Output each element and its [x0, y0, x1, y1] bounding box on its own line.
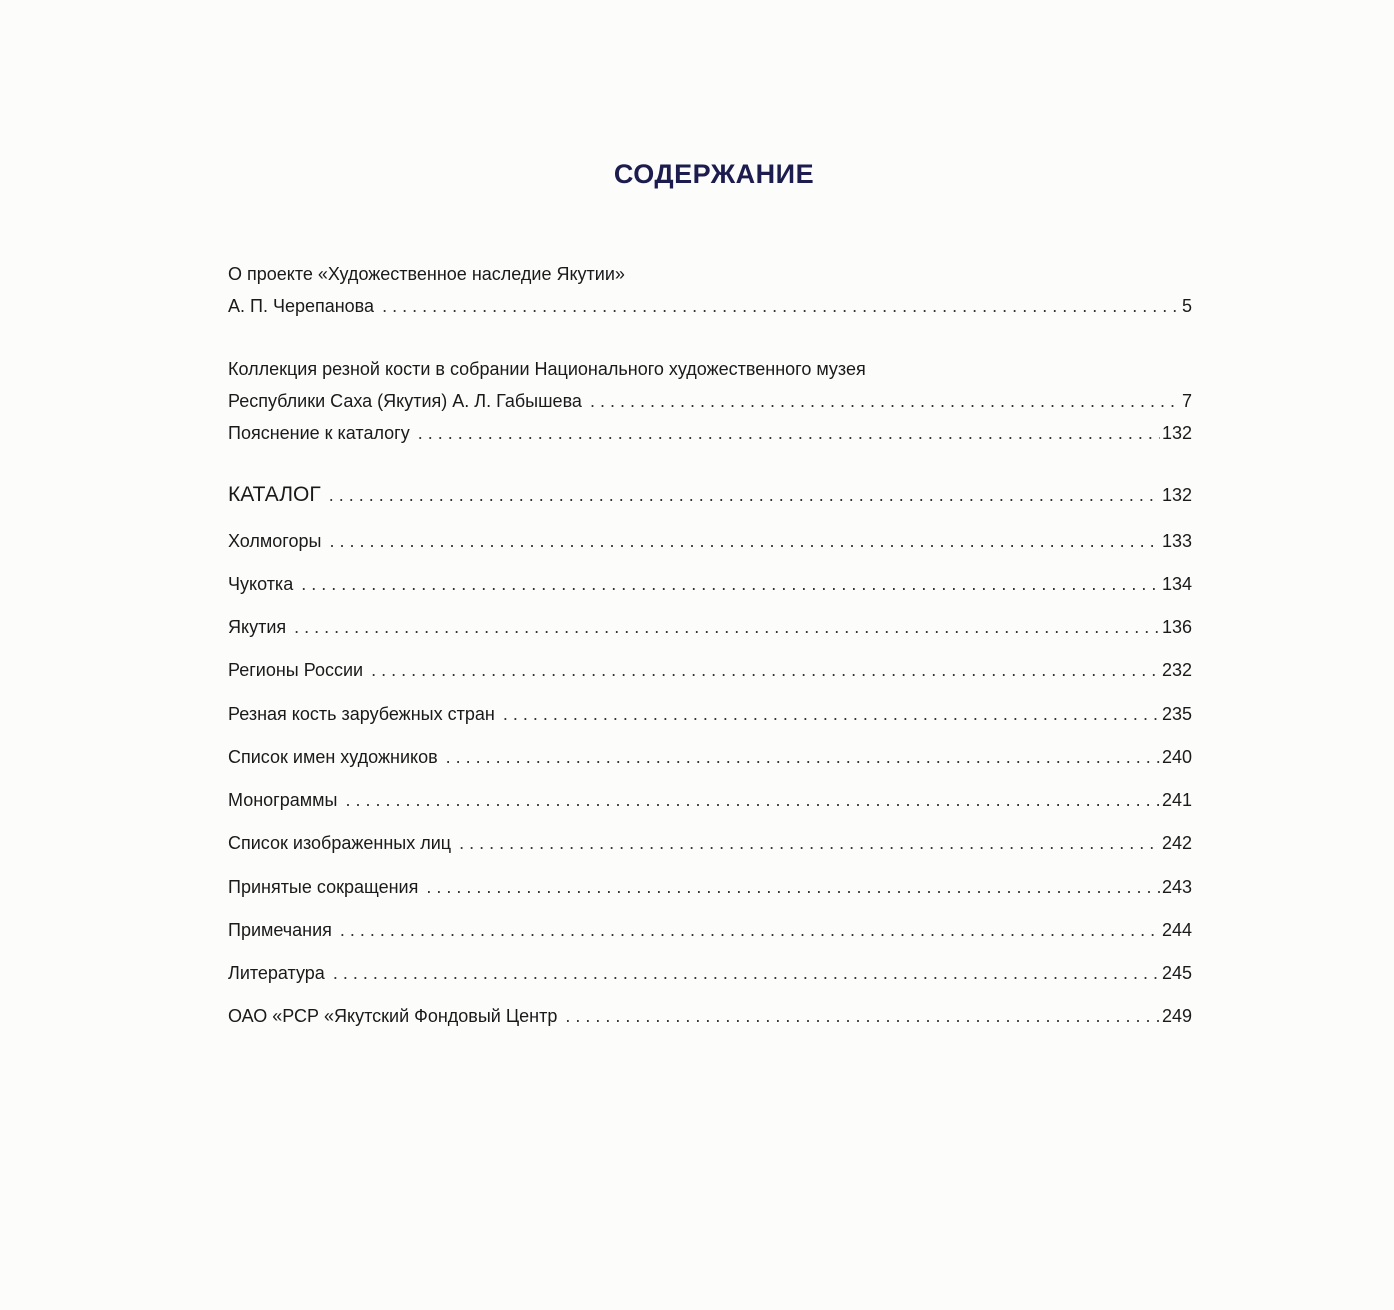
toc-entry-label: Республики Саха (Якутия) А. Л. Габышева — [228, 391, 582, 411]
toc-entry-label: Якутия — [228, 617, 287, 637]
toc-entry[interactable] — [228, 703, 1192, 725]
toc-page-number: 240 — [1161, 747, 1192, 767]
dot-leader — [503, 703, 1160, 725]
dot-leader — [371, 659, 1160, 681]
toc-page-number: 132 — [1161, 423, 1192, 443]
toc-entry[interactable] — [228, 746, 1192, 768]
toc-entry[interactable] — [228, 530, 1192, 552]
dot-leader — [329, 530, 1160, 552]
toc-entry[interactable] — [228, 1005, 1192, 1027]
toc-entry-label: Регионы России — [228, 660, 364, 680]
toc-explanation[interactable] — [228, 422, 1192, 444]
page-title: СОДЕРЖАНИЕ — [613, 159, 815, 189]
toc-catalog[interactable] — [228, 484, 1192, 506]
toc-entry[interactable] — [228, 919, 1192, 941]
toc-entry-label: Литература — [228, 963, 325, 983]
toc-entry[interactable] — [228, 659, 1192, 681]
toc-page-number: 7 — [1181, 391, 1192, 411]
toc-page-number: 241 — [1161, 790, 1192, 810]
toc-page-number: 5 — [1181, 296, 1192, 316]
toc-page-number: 136 — [1161, 617, 1192, 637]
toc-entry-label: Принятые сокращения — [228, 877, 419, 897]
dot-leader — [590, 390, 1180, 412]
toc-page-number: 235 — [1161, 704, 1192, 724]
toc-entry-label: Список имен художников — [228, 747, 438, 767]
toc-page-number: 244 — [1161, 920, 1192, 940]
toc-entry[interactable] — [228, 789, 1192, 811]
toc-entry-label: О проекте «Художественное наследие Якутии» — [228, 264, 625, 284]
dot-leader — [382, 295, 1180, 317]
toc-entry-label: ОАО «РСР «Якутский Фондовый Центр — [228, 1006, 558, 1026]
toc-entry[interactable] — [228, 573, 1192, 595]
dot-leader — [565, 1005, 1160, 1027]
toc-entry[interactable] — [228, 962, 1192, 984]
toc-page-number: 242 — [1161, 833, 1192, 853]
dot-leader — [333, 962, 1160, 984]
toc-page-number: 133 — [1161, 531, 1192, 551]
toc-entry[interactable] — [228, 832, 1192, 854]
dot-leader — [301, 573, 1160, 595]
toc-page-number: 132 — [1161, 485, 1192, 505]
dot-leader — [426, 876, 1160, 898]
toc-page-number: 245 — [1161, 963, 1192, 983]
dot-leader — [418, 422, 1160, 444]
toc-page-number: 134 — [1161, 574, 1192, 594]
dot-leader — [294, 616, 1160, 638]
toc-entry-label: А. П. Черепанова — [228, 296, 375, 316]
toc-entry[interactable] — [228, 616, 1192, 638]
dot-leader — [329, 484, 1160, 506]
toc-entry-label: Пояснение к каталогу — [228, 423, 410, 443]
dot-leader — [446, 746, 1160, 768]
toc-page-number: 249 — [1161, 1006, 1192, 1026]
dot-leader — [340, 919, 1160, 941]
toc-collection-title — [228, 358, 1192, 380]
toc-entry-label: Коллекция резной кости в собрании Национального художественного музея — [228, 359, 866, 379]
toc-intro-author[interactable] — [228, 295, 1192, 317]
toc-catalog-label: КАТАЛОГ — [228, 483, 321, 506]
toc-collection-author[interactable] — [228, 390, 1192, 412]
toc-page-number: 232 — [1161, 660, 1192, 680]
toc-intro-title — [228, 263, 1192, 285]
toc-entry-label: Список изображенных лиц — [228, 833, 452, 853]
dot-leader — [459, 832, 1160, 854]
toc-entry-label: Резная кость зарубежных стран — [228, 704, 495, 724]
toc-entry-label: Холмогоры — [228, 531, 322, 551]
toc-page-number: 243 — [1161, 877, 1192, 897]
toc-entry-label: Монограммы — [228, 790, 338, 810]
dot-leader — [345, 789, 1160, 811]
toc-entry[interactable] — [228, 876, 1192, 898]
toc-entry-label: Примечания — [228, 920, 332, 940]
toc-entry-label: Чукотка — [228, 574, 294, 594]
